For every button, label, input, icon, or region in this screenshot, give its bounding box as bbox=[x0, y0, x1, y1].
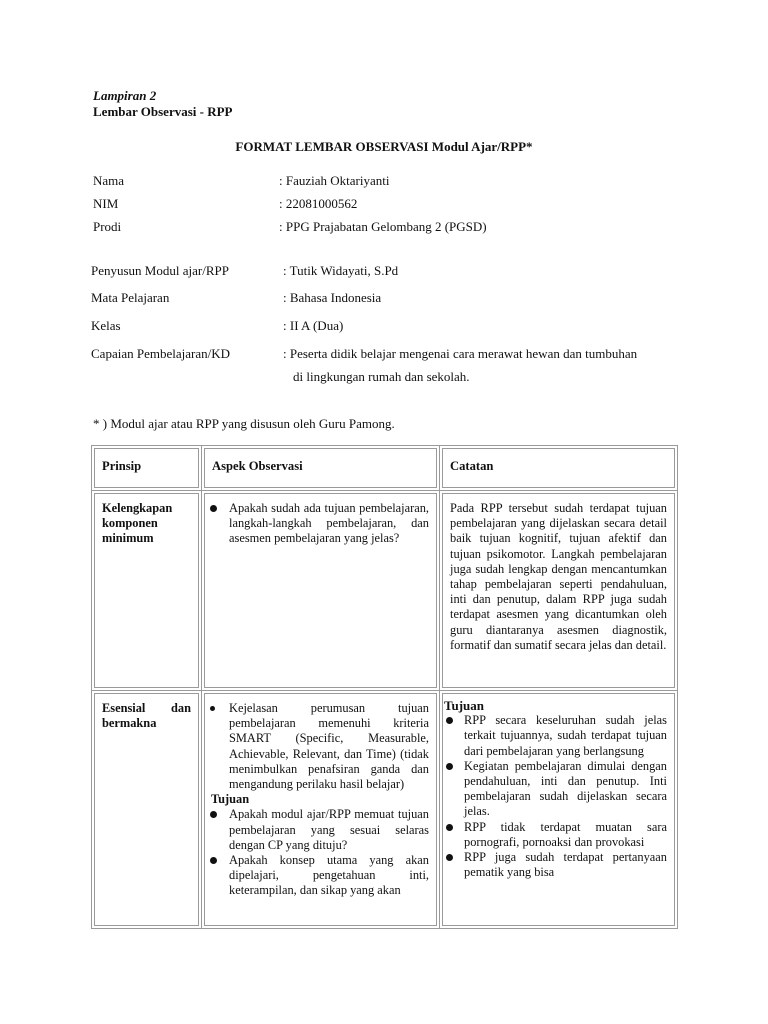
identity-value-nim: : 22081000562 bbox=[279, 196, 358, 211]
row2-catatan-cell bbox=[440, 691, 678, 929]
bullet-icon bbox=[446, 763, 453, 770]
identity-label-prodi: Prodi bbox=[93, 219, 122, 234]
header-cell-aspek: Aspek Observasi bbox=[202, 446, 440, 491]
list-item: RPP tidak terdapat muatan sara pornografi, pornoaksi dan provokasi bbox=[444, 820, 667, 850]
rpp-value-capaian: : Peserta didik belajar mengenai cara merawat hewan dan tumbuhan bbox=[283, 346, 638, 361]
row1-catatan-cell bbox=[440, 491, 678, 691]
row2-catatan-list bbox=[444, 713, 667, 880]
header-cell-catatan: Catatan bbox=[440, 446, 678, 491]
list-item: Apakah modul ajar/RPP memuat tujuan pembelajaran yang sesuai selaras dengan CP yang dituju? bbox=[208, 807, 429, 853]
list-item: RPP juga sudah terdapat pertanyaan pematik yang bisa bbox=[444, 850, 667, 880]
list-item: Apakah konsep utama yang akan dipelajari, pengetahuan inti, keterampilan, dan sikap yang akan bbox=[208, 853, 429, 899]
identity-label-nama: Nama bbox=[93, 173, 125, 188]
bullet-icon bbox=[446, 854, 453, 861]
rpp-value-penyusun: : Tutik Widayati, S.Pd bbox=[283, 263, 399, 278]
row1-aspek-list bbox=[208, 501, 429, 547]
identity-label-nim: NIM bbox=[93, 196, 119, 211]
bullet-icon bbox=[210, 857, 217, 864]
rpp-value-mapel: : Bahasa Indonesia bbox=[283, 290, 382, 305]
bullet-icon bbox=[446, 717, 453, 724]
list-item: Kegiatan pembelajaran dimulai dengan pendahuluan, inti dan penutup. Inti pembelajaran sudah dijelaskan secara jelas. bbox=[444, 759, 667, 820]
bullet-icon bbox=[210, 811, 217, 818]
header-cell-prinsip: Prinsip bbox=[92, 446, 202, 491]
rpp-value-kelas: : II A (Dua) bbox=[283, 318, 344, 333]
rpp-label-kelas: Kelas bbox=[91, 318, 121, 333]
bullet-icon bbox=[446, 824, 453, 831]
observation-table bbox=[91, 445, 678, 929]
document-subtitle: Lembar Observasi - RPP bbox=[93, 104, 233, 119]
identity-value-prodi: : PPG Prajabatan Gelombang 2 (PGSD) bbox=[279, 219, 487, 234]
row1-catatan: Pada RPP tersebut sudah terdapat tujuan pembelajaran yang dijelaskan secara detail baik tujuan kognitif, tujuan afektif dan tujuan psikomotor. Langkah pembelajaran juga sudah lengkap dengan mencantumkan tahap pembelajaran seperti pendahuluan, inti dan penutup, dalam RPP juga sudah terdapat asesmen yang dicantumkan oleh guru diantaranya asesmen diagnostik, formatif dan sumatif secara jelas dan detail. bbox=[442, 493, 675, 688]
row1-prinsip: Kelengkapan komponen minimum bbox=[94, 493, 199, 688]
rpp-label-penyusun: Penyusun Modul ajar/RPP bbox=[91, 263, 229, 278]
list-item: Apakah sudah ada tujuan pembelajaran, langkah-langkah pembelajaran, dan asesmen pembelajaran yang jelas? bbox=[208, 501, 429, 547]
lampiran-label: Lampiran 2 bbox=[93, 88, 157, 103]
bullet-icon bbox=[210, 505, 217, 512]
list-item: Kejelasan perumusan tujuan pembelajaran memenuhi kriteria SMART (Specific, Measurable, Achievable, Relevant, dan Time) (tidak menimbulkan penafsiran ganda dan mengandung perilaku hasil belajar) bbox=[208, 701, 429, 792]
rpp-label-capaian: Capaian Pembelajaran/KD bbox=[91, 346, 230, 361]
row1-aspek-cell bbox=[202, 491, 440, 691]
row1-prinsip-cell bbox=[92, 491, 202, 691]
format-title: FORMAT LEMBAR OBSERVASI Modul Ajar/RPP* bbox=[235, 139, 533, 154]
bullet-icon bbox=[210, 706, 215, 711]
table-row bbox=[92, 691, 678, 929]
rpp-label-mapel: Mata Pelajaran bbox=[91, 290, 170, 305]
rpp-value-capaian-line2: di lingkungan rumah dan sekolah. bbox=[293, 369, 470, 384]
table-header-row bbox=[92, 446, 678, 491]
row2-aspek-cell bbox=[202, 691, 440, 929]
identity-value-nama: : Fauziah Oktariyanti bbox=[279, 173, 390, 188]
row2-catatan-heading: Tujuan bbox=[444, 698, 484, 713]
row2-aspek-subheading: Tujuan bbox=[211, 792, 250, 807]
row2-prinsip-cell bbox=[92, 691, 202, 929]
row2-aspek-intro-list bbox=[208, 701, 429, 792]
list-item: RPP secara keseluruhan sudah jelas terkait tujuannya, sudah terdapat tujuan dari pembelajaran yang berlangsung bbox=[444, 713, 667, 759]
footnote: * ) Modul ajar atau RPP yang disusun oleh Guru Pamong. bbox=[93, 416, 395, 431]
table-row bbox=[92, 491, 678, 691]
row2-prinsip: Esensial dan bermakna bbox=[94, 693, 199, 926]
row2-aspek-list bbox=[208, 807, 429, 898]
